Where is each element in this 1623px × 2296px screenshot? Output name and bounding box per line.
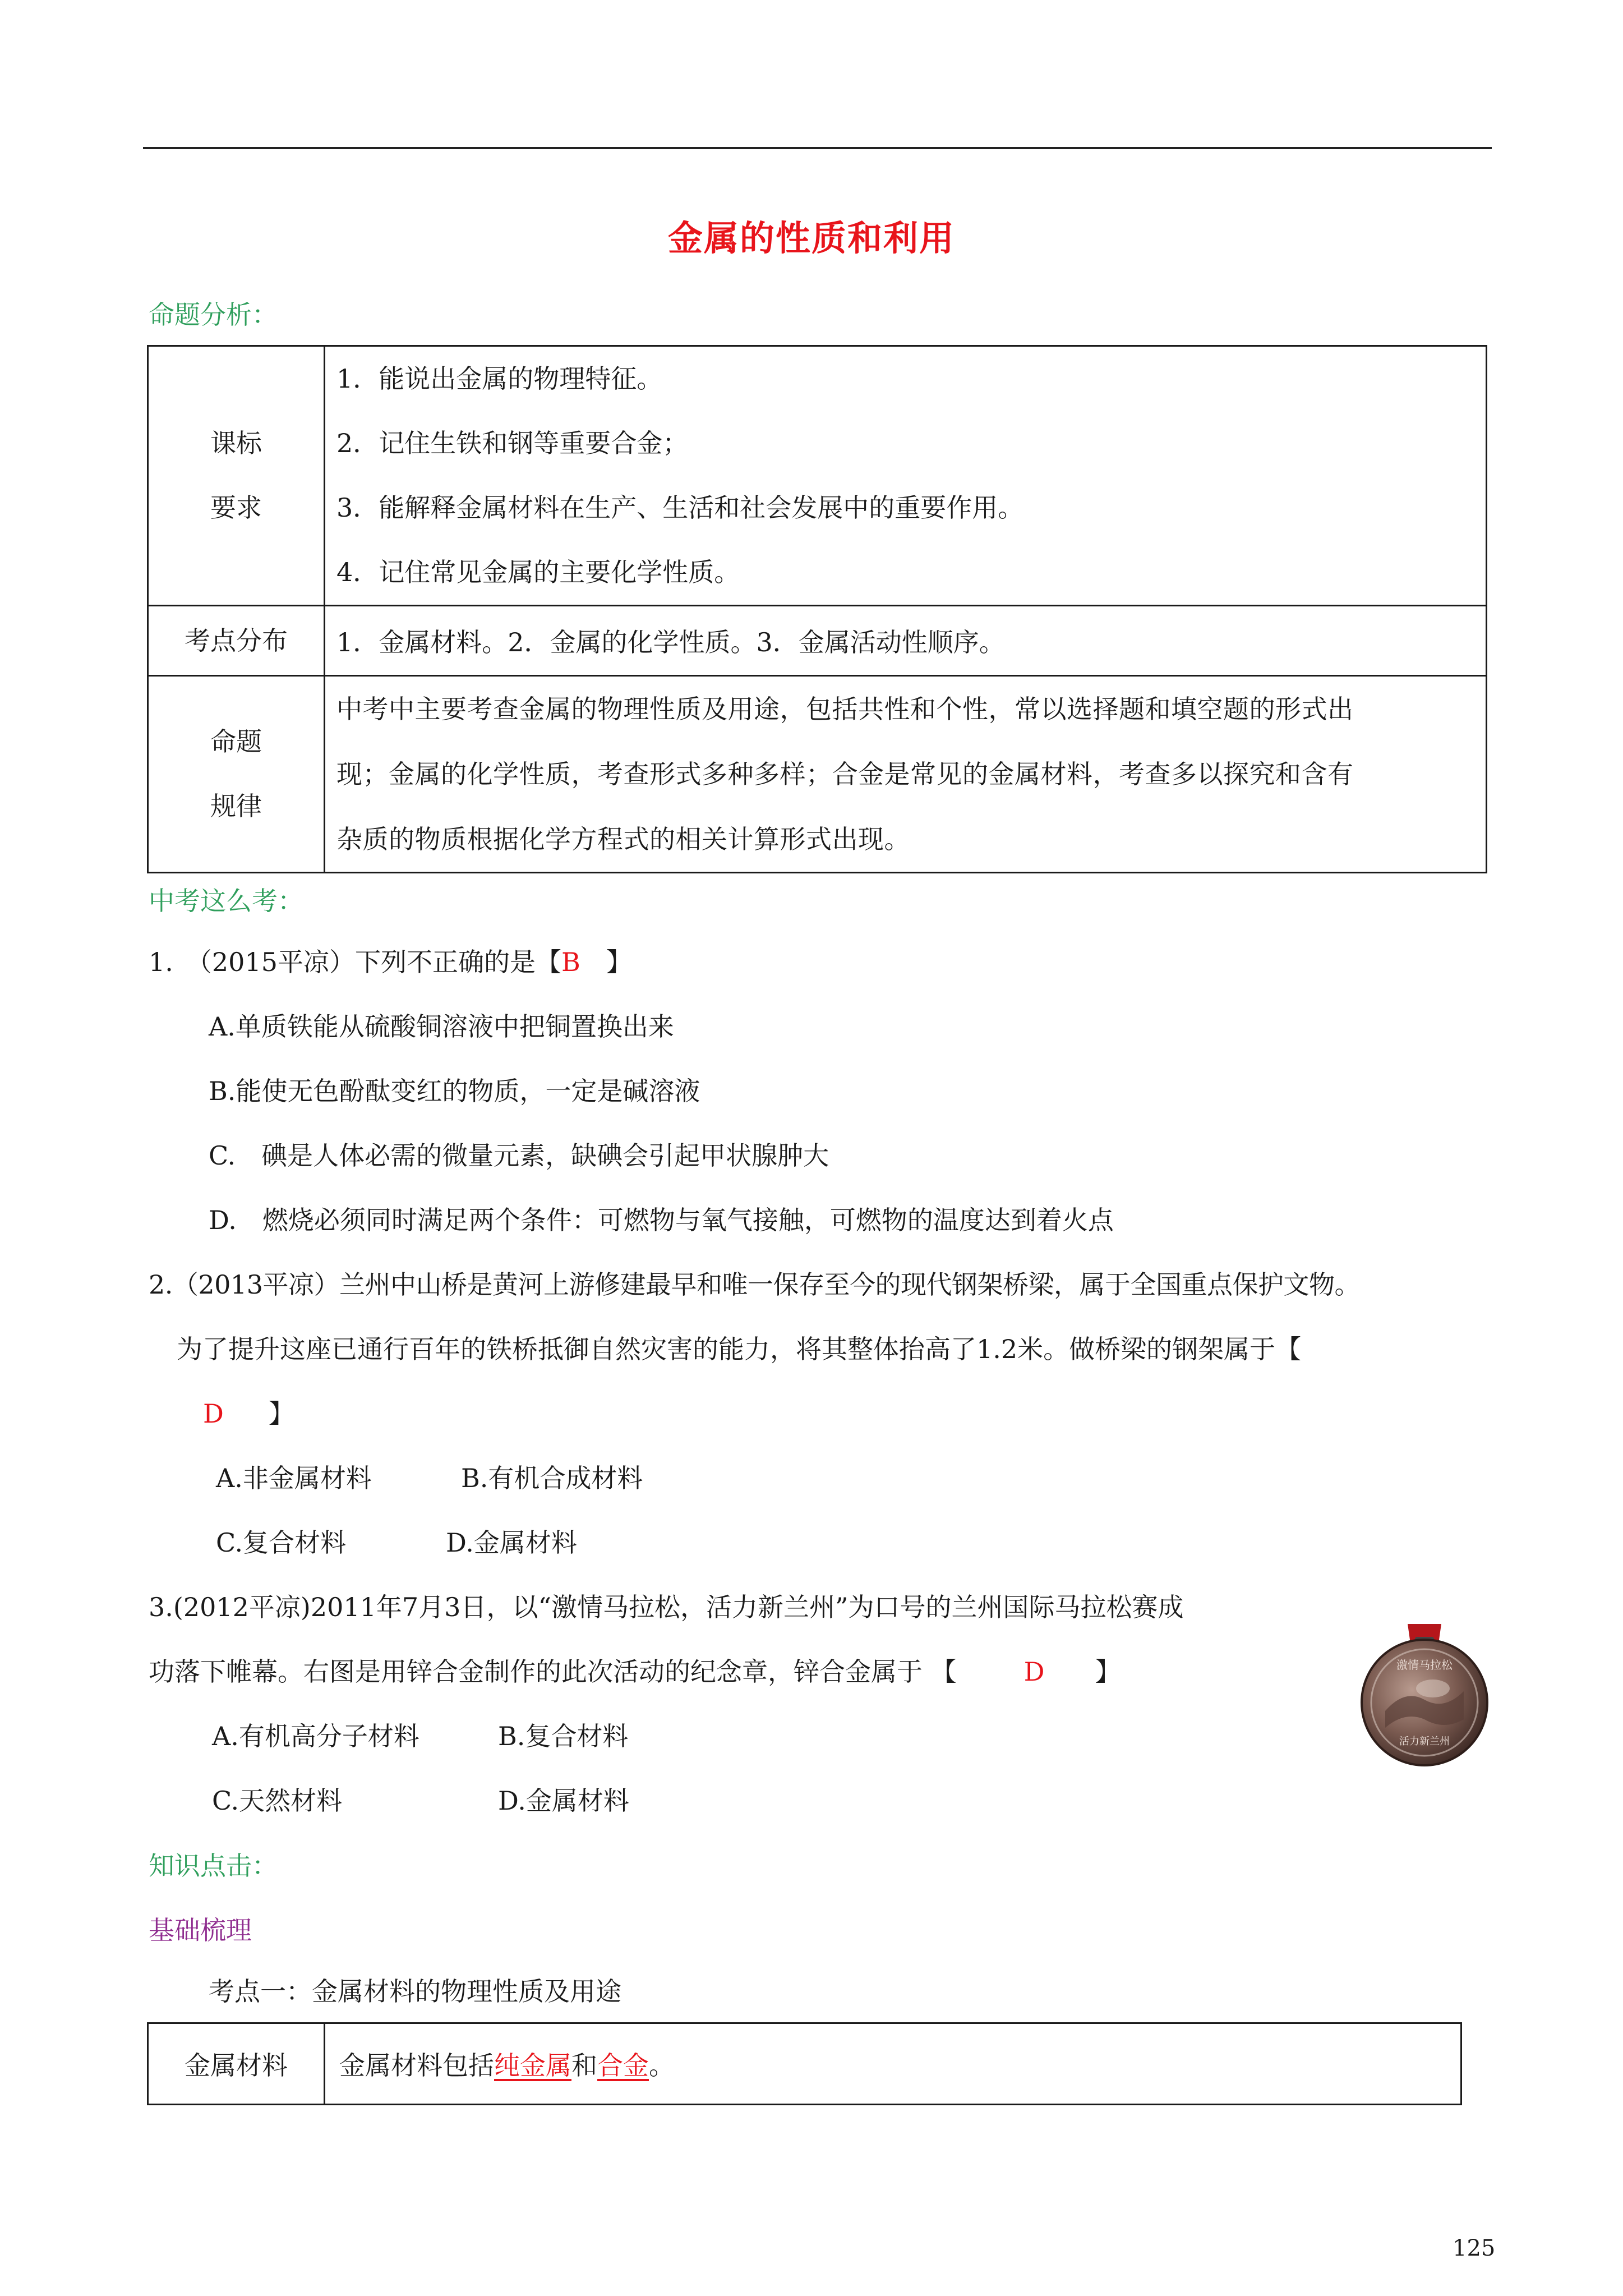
svg-text:活力新兰州: 活力新兰州 xyxy=(1399,1736,1450,1747)
medal-image xyxy=(1354,1621,1495,1767)
question-1-option-d: D. 燃烧必须同时满足两个条件：可燃物与氧气接触，可燃物的温度达到着火点 xyxy=(209,1205,1114,1235)
paragraph-line: 现；金属的化学性质，考查形式多种多样；合金是常见的金属材料，考查多以探究和含有 xyxy=(336,759,1354,789)
analysis-table xyxy=(147,345,1487,873)
question-3-option-b: B.复合材料 xyxy=(498,1721,629,1751)
point-1-heading: 考点一：金属材料的物理性质及用途 xyxy=(209,1976,621,2007)
question-1-option-a: A.单质铁能从硫酸铜溶液中把铜置换出来 xyxy=(209,1011,674,1042)
list-item: 3．能解释金属材料在生产、生活和社会发展中的重要作用。 xyxy=(336,493,1024,523)
label-pattern: 命题 规律 xyxy=(148,676,325,873)
subheading-basics: 基础梳理 xyxy=(149,1915,252,1945)
section-heading-analysis: 命题分析： xyxy=(149,300,278,330)
section-heading-exam: 中考这么考： xyxy=(149,886,303,916)
requirements-content xyxy=(325,346,1487,606)
blank-pure-metal: 纯金属 xyxy=(494,2050,571,2081)
question-1-option-b: B.能使无色酚酞变红的物质，一定是碱溶液 xyxy=(209,1076,700,1106)
metal-materials-content: 金属材料包括纯金属和合金。 xyxy=(325,2023,1461,2105)
label-distribution: 考点分布 xyxy=(148,606,325,676)
list-item: 2．记住生铁和钢等重要合金； xyxy=(336,428,689,458)
question-2-option-d: D.金属材料 xyxy=(446,1527,577,1558)
question-3-option-d: D.金属材料 xyxy=(498,1786,629,1816)
metal-materials-table xyxy=(147,2022,1462,2105)
label-requirements: 课标 要求 xyxy=(148,346,325,606)
distribution-content: 1．金属材料。2．金属的化学性质。3．金属活动性顺序。 xyxy=(325,606,1487,676)
svg-text:激情马拉松: 激情马拉松 xyxy=(1396,1658,1453,1672)
blank-alloy: 合金 xyxy=(597,2050,649,2081)
question-3-option-c: C.天然材料 xyxy=(212,1786,343,1816)
table-row xyxy=(148,2023,1461,2105)
answer-2: D xyxy=(203,1398,224,1429)
question-2-option-b: B.有机合成材料 xyxy=(461,1463,643,1493)
question-1-option-c: C. 碘是人体必需的微量元素，缺碘会引起甲状腺肿大 xyxy=(209,1140,829,1171)
question-3-line-2: 功落下帷幕。右图是用锌合金制作的此次活动的纪念章，锌合金属于 【 D 】 xyxy=(149,1657,1121,1687)
question-2-option-a: A.非金属材料 xyxy=(216,1463,372,1493)
table-row-pattern xyxy=(148,676,1487,873)
list-item: 1．能说出金属的物理特征。 xyxy=(336,364,663,394)
table-row-distribution xyxy=(148,606,1487,676)
label-metal-materials: 金属材料 xyxy=(148,2023,325,2105)
question-2-answer-line: D 】 xyxy=(203,1398,294,1429)
answer-3: D xyxy=(1023,1657,1045,1687)
page-title: 金属的性质和利用 xyxy=(667,218,955,259)
question-3-option-a: A.有机高分子材料 xyxy=(212,1721,419,1751)
question-2-line-2: 为了提升这座已通行百年的铁桥抵御自然灾害的能力，将其整体抬高了1.2米。做桥梁的钢架属于【 xyxy=(177,1334,1302,1364)
section-heading-knowledge: 知识点击： xyxy=(149,1851,278,1881)
question-3-line-1: 3.(2012平凉)2011年7月3日，以“激情马拉松，活力新兰州”为口号的兰州国际马拉松赛成 xyxy=(149,1592,1184,1622)
paragraph-line: 杂质的物质根据化学方程式的相关计算形式出现。 xyxy=(336,824,910,854)
table-row-requirements xyxy=(148,346,1487,606)
page-number: 125 xyxy=(1453,2235,1496,2261)
pattern-content xyxy=(325,676,1487,873)
question-2-option-c: C.复合材料 xyxy=(216,1527,347,1558)
question-1-stem: 1. （2015平凉）下列不正确的是【B 】 xyxy=(149,947,632,977)
paragraph-line: 中考中主要考查金属的物理性质及用途，包括共性和个性，常以选择题和填空题的形式出 xyxy=(336,694,1354,724)
header-rule xyxy=(143,147,1492,149)
answer-1: B xyxy=(561,947,580,977)
question-2-line-1: 2.（2013平凉）兰州中山桥是黄河上游修建最早和唯一保存至今的现代钢架桥梁，属于全国重点保护文物。 xyxy=(149,1269,1360,1300)
list-item: 4．记住常见金属的主要化学性质。 xyxy=(336,557,740,587)
